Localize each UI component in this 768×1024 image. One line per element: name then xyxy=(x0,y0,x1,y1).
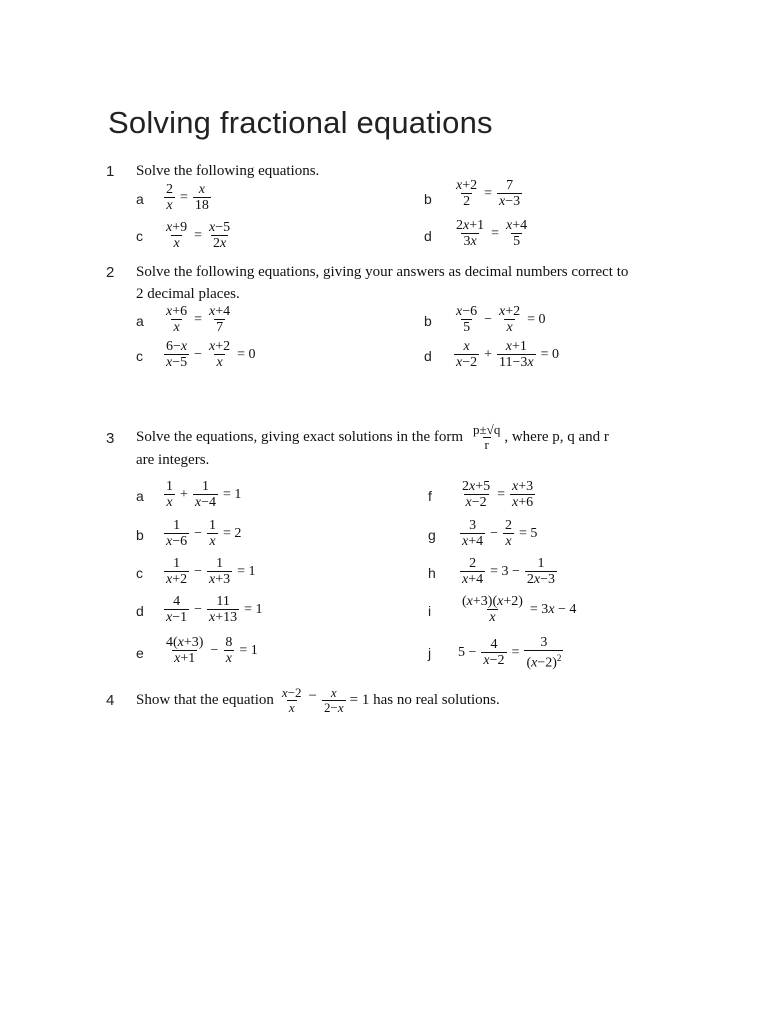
question-3-text-after: , where p, q and r xyxy=(504,429,609,445)
q4-expression: x−2 x − $\frac{x}{2-x}$ xyxy=(281,684,344,715)
q2-label-a: a xyxy=(136,313,144,329)
q3g-equation: 3 x+4 − $\frac{2}{x}$ = 5 xyxy=(462,518,538,549)
question-2-text-line2: 2 decimal places. xyxy=(136,286,240,302)
q3c-equation: 1 x+2 − $\frac{1}{x+3}$ = 1 xyxy=(166,556,256,587)
q3-label-f: f xyxy=(428,488,432,504)
q3-label-e: e xyxy=(136,645,144,661)
question-3-text-line1 xyxy=(136,420,609,454)
q3-label-i: i xyxy=(428,603,432,619)
q1-label-d: d xyxy=(424,228,432,244)
q2a-equation: $\frac{x+6}{x}$ = $\frac{x+4}{7}$ xyxy=(166,304,231,335)
q2-label-b: b xyxy=(424,313,432,329)
question-3-text-line2: are integers. xyxy=(136,452,210,468)
question-4-text xyxy=(136,683,500,717)
q2-label-c: c xyxy=(136,348,143,364)
question-4-text-after: = 1 has no real solutions. xyxy=(349,692,500,708)
question-2-text-line1: Solve the following equations, giving your answers as decimal numbers correct to xyxy=(136,264,629,280)
q3-label-j: j xyxy=(428,645,432,661)
q3-label-g: g xyxy=(428,527,436,543)
q1-label-a: a xyxy=(136,191,144,207)
question-4-number: 4 xyxy=(106,692,115,709)
q3a-equation: 1 x + $\frac{1}{x-4}$ = 1 xyxy=(166,479,242,510)
q2-label-d: d xyxy=(424,348,432,364)
q3-label-h: h xyxy=(428,565,436,581)
question-3-number: 3 xyxy=(106,430,115,447)
q3f-equation: $\frac{2x+5}{x-2}$ = $\frac{x+3}{x+6}$ xyxy=(462,479,534,510)
question-1-number: 1 xyxy=(106,163,115,180)
question-3-text-before: Solve the equations, giving exact solutions in the form xyxy=(136,429,464,445)
q1a-equation: $\frac{2}{x}$ = $\frac{x}{18}$ xyxy=(166,182,209,213)
q3-form-numerator: p±√q xyxy=(473,421,501,437)
q1-label-b: b xyxy=(424,191,432,207)
q3e-equation: 4(x+3) x+1 − $\frac{8}{x}$ = 1 xyxy=(166,635,258,666)
q3-form-denominator: r xyxy=(484,436,489,452)
q3-label-c: c xyxy=(136,565,143,581)
q2c-equation: 6−x x−5 − $\frac{x+2}{x}$ = 0 xyxy=(166,339,256,370)
q3-label-b: b xyxy=(136,527,144,543)
q1-label-c: c xyxy=(136,228,143,244)
question-4-text-before: Show that the equation xyxy=(136,692,274,708)
q1c-equation: $\frac{x+9}{x}$ = $\frac{x-5}{2x}$ xyxy=(166,220,231,251)
q3j-equation: 5 − $\frac{4}{x-2}$ = $\frac{3}{(x-2)^2}$ xyxy=(458,635,562,671)
question-1-text: Solve the following equations. xyxy=(136,163,320,179)
question-2-number: 2 xyxy=(106,264,115,281)
page-title: Solving fractional equations xyxy=(108,105,493,140)
q1d-equation: $\frac{2x+1}{3x}$ = $\frac{x+4}{5}$ xyxy=(456,218,528,249)
q2d-equation: x x−2 + $\frac{x+1}{11-3x}$ = 0 xyxy=(456,339,560,370)
q3-label-a: a xyxy=(136,488,144,504)
q3i-equation: $\frac{(x+3)(x+2)}{x}$ = 3x − 4 xyxy=(462,594,577,625)
q3h-equation: $\frac{2}{x+4}$ = 3 − $\frac{1}{2x-3}$ xyxy=(462,556,556,587)
q3-solution-form xyxy=(469,423,504,452)
q3d-equation: 4 x−1 − $\frac{11}{x+13}$ = 1 xyxy=(166,594,263,625)
q3-label-d: d xyxy=(136,603,144,619)
q3b-equation: 1 x−6 − $\frac{1}{x}$ = 2 xyxy=(166,518,242,549)
q1b-equation: $\frac{x+2}{2}$ = $\frac{7}{x-3}$ xyxy=(456,178,521,209)
q2b-equation: x−6 5 − $\frac{x+2}{x}$ = 0 xyxy=(456,304,546,335)
